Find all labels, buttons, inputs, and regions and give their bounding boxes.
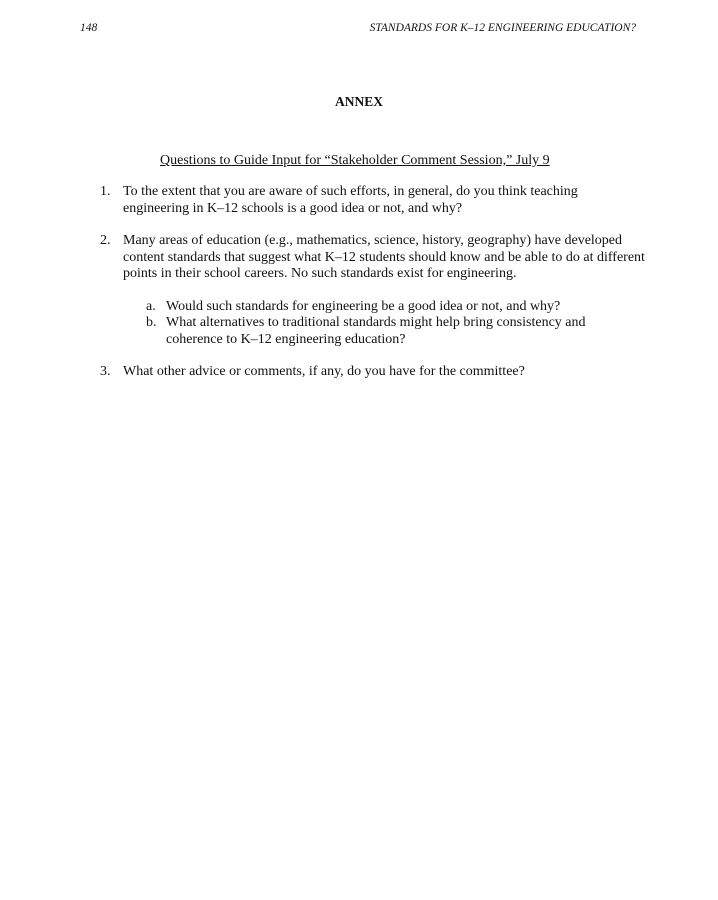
sub-question-item-a xyxy=(123,299,645,316)
sub-question-item-b xyxy=(123,315,645,348)
question-text: Many areas of education (e.g., mathematics, science, history, geography) have developed content standards that suggest what K–12 students should know and be able to do at different points in their school careers. No such standards exist for engineering. xyxy=(123,233,645,281)
questions-heading: Questions to Guide Input for “Stakeholder Comment Session,” July 9 xyxy=(160,153,550,168)
running-header xyxy=(80,20,636,36)
sub-question-text: What alternatives to traditional standards might help bring consistency and coherence to K–12 engineering education? xyxy=(166,315,586,347)
running-title: STANDARDS FOR K–12 ENGINEERING EDUCATION? xyxy=(369,22,636,34)
question-item-1 xyxy=(100,184,645,217)
question-number: 2. xyxy=(100,233,111,248)
question-item-2 xyxy=(100,233,645,348)
page-number: 148 xyxy=(80,22,98,34)
question-item-3 xyxy=(100,364,645,381)
question-text: What other advice or comments, if any, do you have for the committee? xyxy=(123,364,525,379)
sub-question-letter: a. xyxy=(146,298,156,314)
question-text: To the extent that you are aware of such efforts, in general, do you think teaching engineering in K–12 schools is a good idea or not, and why? xyxy=(123,184,578,216)
question-number: 1. xyxy=(100,184,111,199)
question-number: 3. xyxy=(100,364,111,379)
sub-question-text: Would such standards for engineering be a good idea or not, and why? xyxy=(166,298,561,314)
annex-heading: ANNEX xyxy=(334,94,383,109)
question-list xyxy=(100,184,645,397)
sub-question-letter: b. xyxy=(146,315,157,330)
sub-question-list xyxy=(123,299,645,349)
